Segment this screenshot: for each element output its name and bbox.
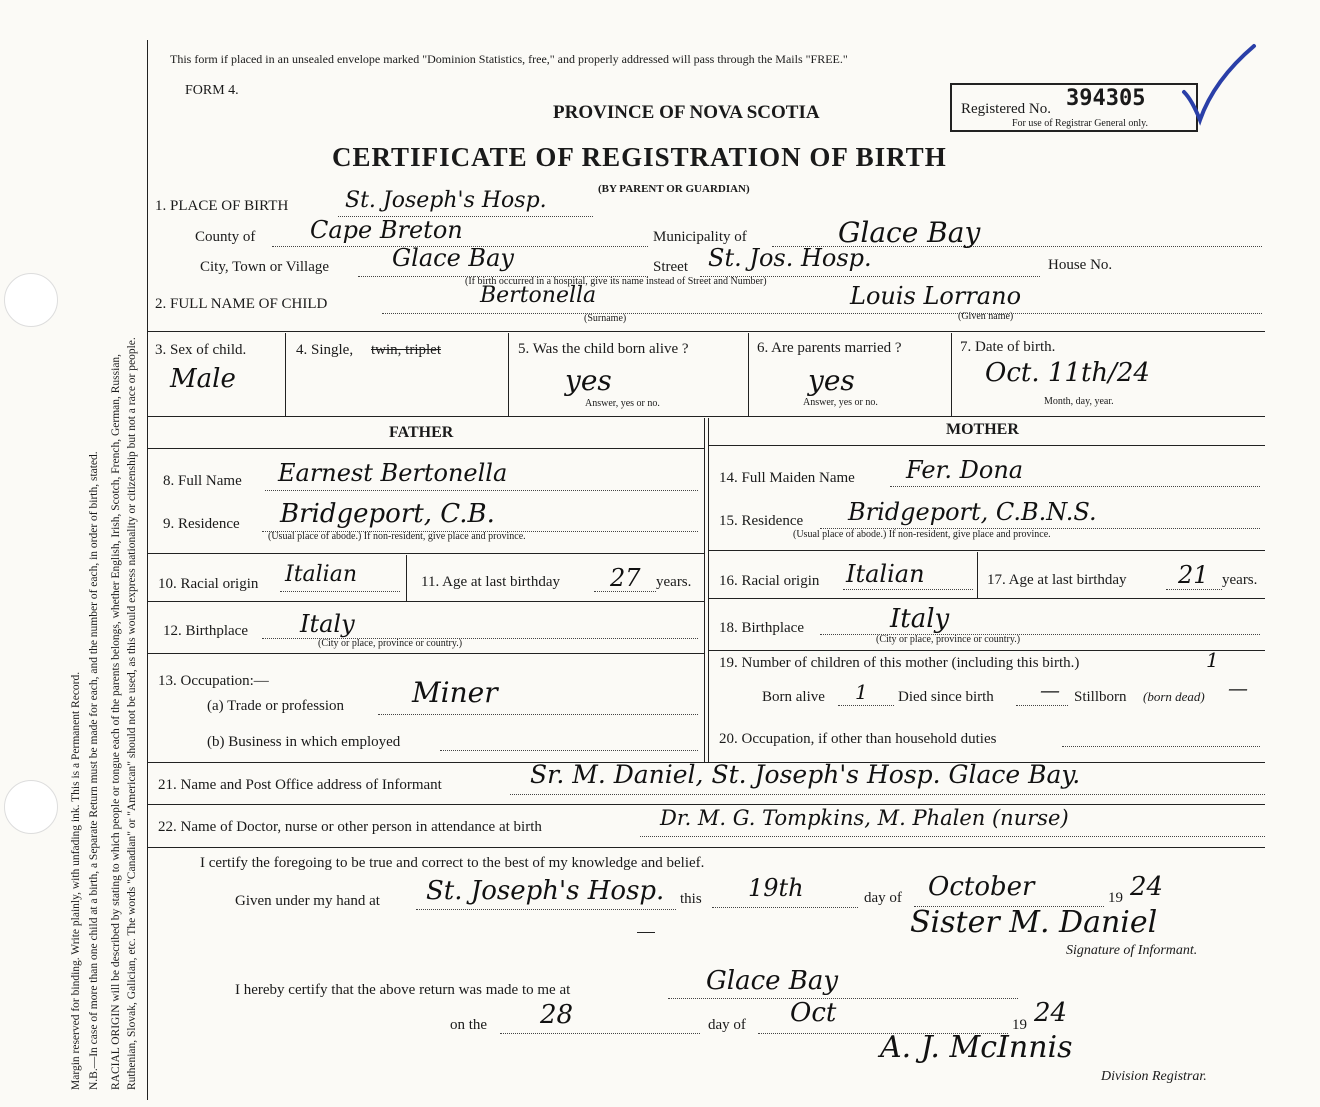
mother-race-label: 16. Racial origin (719, 573, 820, 589)
child-given-name: Louis Lorrano (850, 282, 1022, 310)
father-race-label: 10. Racial origin (158, 576, 259, 592)
registrar-signature: A. J. McInnis (880, 1030, 1073, 1065)
mail-notice: This form if placed in an unsealed envelope marked "Dominion Statistics, free," and properly addressed will pass through the Mails "FREE." (170, 52, 848, 66)
certify-month: October (928, 872, 1035, 902)
given-under-hand-label: Given under my hand at (235, 893, 380, 909)
street-label: Street (653, 259, 688, 275)
dob-value: Oct. 11th/24 (985, 358, 1150, 388)
margin-note-4: Ruthenian, Slovak, Galician, etc. The words "Canadian" or "American" should not be used, as this would express nationality or citizenship but not a race or people. (126, 337, 138, 1090)
municipality-label: Municipality of (653, 229, 747, 245)
mother-name-value: Fer. Dona (906, 456, 1024, 484)
certificate-title: CERTIFICATE OF REGISTRATION OF BIRTH (332, 142, 947, 172)
registrar-general-note: For use of Registrar General only. (1012, 118, 1148, 129)
registrar-place: Glace Bay (706, 966, 839, 996)
father-heading: FATHER (389, 424, 454, 441)
mother-birthplace-note: (City or place, province or country.) (876, 634, 1021, 645)
mother-race-value: Italian (846, 560, 925, 588)
dob-label: 7. Date of birth. (960, 339, 1056, 355)
born-alive-label: 5. Was the child born alive ? (518, 341, 689, 357)
alive-answer-note: Answer, yes or no. (585, 398, 660, 409)
born-alive-count-label: Born alive (762, 689, 825, 705)
stillborn-label: Stillborn (1074, 689, 1127, 705)
died-since-birth-label: Died since birth (898, 689, 994, 705)
mother-children-value: 1 (1206, 648, 1219, 672)
dob-note: Month, day, year. (1044, 396, 1114, 407)
father-birthplace-label: 12. Birthplace (163, 623, 248, 639)
parents-married-label: 6. Are parents married ? (757, 340, 902, 356)
father-residence-value: Bridgeport, C.B. (280, 499, 495, 529)
twin-triplet-struck: twin, triplet (371, 342, 441, 358)
informant-value: Sr. M. Daniel, St. Joseph's Hosp. Glace Bay. (530, 760, 1081, 789)
margin-note-2: N.B.—In case of more than one child at a birth, a Separate Return must be made for each, and the number of each, in order of birth, stated. (88, 451, 100, 1090)
mother-residence-note: (Usual place of abode.) If non-resident, give place and province. (793, 529, 1051, 540)
this-label: this (680, 891, 702, 907)
informant-label: 21. Name and Post Office address of Informant (158, 777, 442, 793)
form-number: FORM 4. (185, 83, 239, 98)
father-occupation-label: 13. Occupation:— (158, 673, 269, 689)
born-alive-count: 1 (855, 680, 868, 704)
margin-note-3: RACIAL ORIGIN will be described by stating to which people or tongue each of the parents belongs, whether English, Irish, Scotch, French, German, Russian, (110, 353, 122, 1090)
margin-note-1: Margin reserved for binding. Write plainly, with unfading ink. This is a Permanent Record. (70, 671, 82, 1090)
registrar-year-prefix: 19 (1012, 1017, 1027, 1033)
certify-statement: I certify the foregoing to be true and correct to the best of my knowledge and belief. (200, 855, 705, 871)
mother-residence-value: Bridgeport, C.B.N.S. (848, 498, 1097, 526)
informant-signature: Sister M. Daniel (910, 905, 1158, 940)
father-residence-note: (Usual place of abode.) If non-resident, give place and province. (268, 531, 526, 542)
father-years: years. (656, 574, 692, 590)
informant-signature-label: Signature of Informant. (1066, 943, 1198, 958)
child-name-label: 2. FULL NAME OF CHILD (155, 296, 328, 312)
house-number-label: House No. (1048, 257, 1113, 273)
mother-children-label: 19. Number of children of this mother (including this birth.) (719, 655, 1080, 671)
married-answer-note: Answer, yes or no. (803, 397, 878, 408)
certify-year: 24 (1130, 872, 1164, 902)
city-value: Glace Bay (392, 244, 514, 272)
registrar-day-of-label: day of (708, 1017, 746, 1033)
registrar-year: 24 (1034, 998, 1068, 1028)
child-surname: Bertonella (480, 283, 597, 308)
sex-value: Male (170, 364, 236, 394)
county-label: County of (195, 229, 256, 245)
place-of-birth-value: St. Joseph's Hosp. (345, 188, 547, 213)
doctor-label: 22. Name of Doctor, nurse or other person in attendance at birth (158, 819, 542, 835)
surname-note: (Surname) (584, 313, 627, 324)
father-trade-label: (a) Trade or profession (207, 698, 345, 714)
place-of-birth-label: 1. PLACE OF BIRTH (155, 198, 289, 214)
municipality-value: Glace Bay (838, 216, 981, 249)
hospital-note: (If birth occurred in a hospital, give its name instead of Street and Number) (465, 276, 767, 287)
registrar-month: Oct (790, 998, 837, 1028)
registered-label: Registered No. (961, 101, 1051, 117)
given-place-value: St. Joseph's Hosp. (426, 876, 665, 906)
father-race-value: Italian (285, 562, 358, 587)
stillborn-note: (born dead) (1143, 689, 1205, 704)
form-left-border (147, 40, 148, 1100)
father-birthplace-note: (City or place, province or country.) (318, 638, 463, 649)
doctor-value: Dr. M. G. Tompkins, M. Phalen (nurse) (660, 806, 1069, 830)
mother-heading: MOTHER (946, 421, 1019, 438)
mother-occupation-label: 20. Occupation, if other than household duties (719, 731, 997, 747)
father-trade-value: Miner (412, 676, 498, 709)
certify-day: 19th (748, 874, 804, 902)
registrar-signature-label: Division Registrar. (1101, 1069, 1207, 1084)
died-since-birth-value: — (1040, 678, 1060, 702)
registrar-statement: I hereby certify that the above return was made to me at (235, 982, 571, 998)
father-birthplace-value: Italy (300, 610, 355, 638)
father-name-value: Earnest Bertonella (278, 459, 508, 487)
registered-number: 394305 (1066, 86, 1146, 111)
certify-day-of-label: day of (864, 890, 902, 906)
father-business-label: (b) Business in which employed (207, 734, 401, 750)
registrar-on-label: on the (450, 1017, 488, 1033)
father-age-label: 11. Age at last birthday (421, 574, 560, 590)
registrar-day: 28 (540, 1000, 574, 1030)
check-mark-icon (1180, 40, 1260, 130)
mother-birthplace-value: Italy (890, 604, 950, 634)
single-label: 4. Single, (296, 342, 354, 358)
binding-hole-bottom (4, 780, 58, 834)
city-label: City, Town or Village (200, 259, 330, 275)
father-age-value: 27 (610, 564, 641, 592)
street-value: St. Jos. Hosp. (708, 244, 872, 272)
born-alive-value: yes (565, 364, 612, 397)
certify-year-prefix: 19 (1108, 890, 1123, 906)
binding-hole-top (4, 273, 58, 327)
county-value: Cape Breton (310, 216, 463, 244)
mother-birthplace-label: 18. Birthplace (719, 620, 804, 636)
mother-years: years. (1222, 572, 1258, 588)
father-name-label: 8. Full Name (163, 473, 242, 489)
given-name-note: (Given name) (958, 311, 1014, 322)
mother-residence-label: 15. Residence (719, 513, 804, 529)
mother-age-value: 21 (1178, 561, 1209, 589)
mother-age-label: 17. Age at last birthday (987, 572, 1127, 588)
stillborn-value: — (1228, 676, 1248, 700)
province-heading: PROVINCE OF NOVA SCOTIA (553, 102, 820, 123)
mother-name-label: 14. Full Maiden Name (719, 470, 855, 486)
parents-married-value: yes (808, 364, 855, 397)
certificate-subtitle: (BY PARENT OR GUARDIAN) (598, 183, 750, 195)
father-residence-label: 9. Residence (163, 516, 240, 532)
sex-label: 3. Sex of child. (155, 342, 247, 358)
